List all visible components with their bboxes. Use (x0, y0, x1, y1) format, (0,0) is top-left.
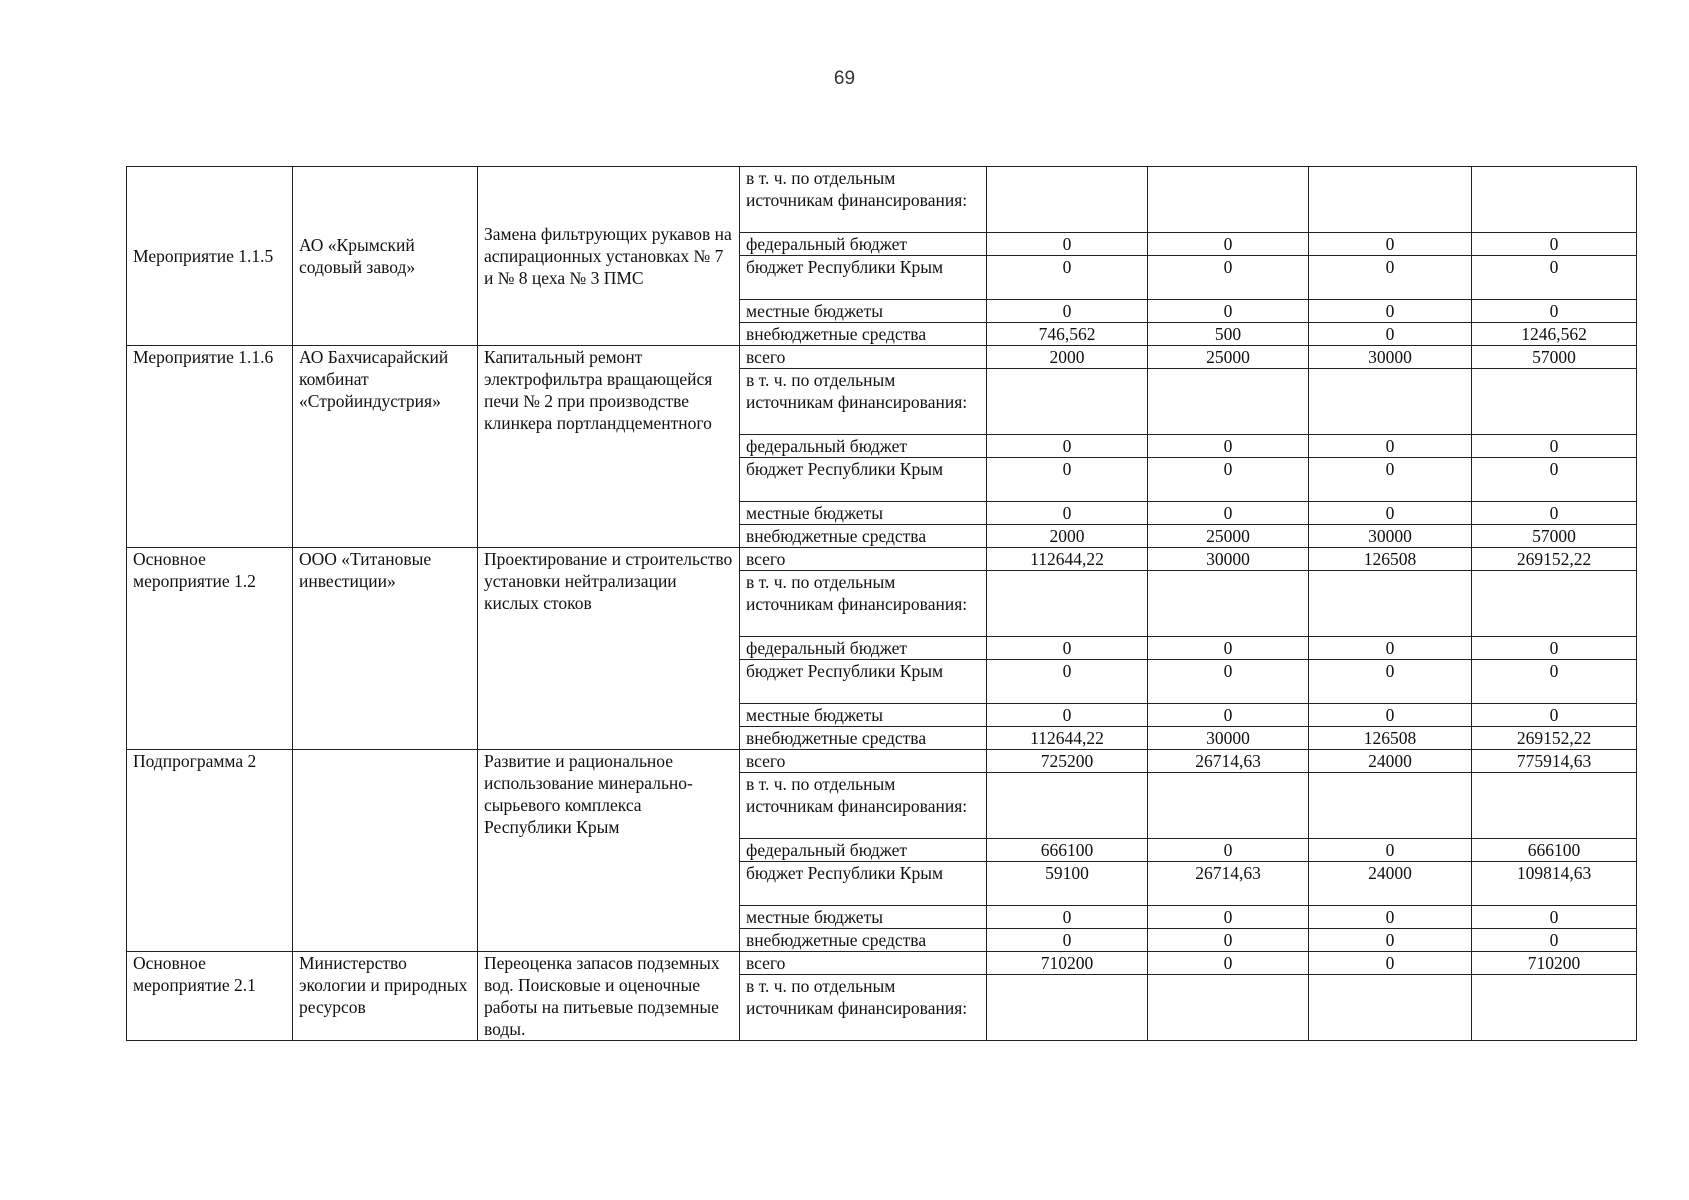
description-cell: Замена фильтрующих рукавов на аспирационных установках № 7 и № 8 цеха № 3 ПМС (478, 167, 740, 346)
funding-source-cell: в т. ч. по отдельным источникам финансирования: (740, 369, 987, 435)
amount-cell: 710200 (987, 952, 1148, 975)
amount-cell: 0 (987, 704, 1148, 727)
amount-cell: 710200 (1472, 952, 1637, 975)
amount-cell (987, 167, 1148, 233)
page-number: 69 (833, 68, 856, 89)
amount-cell: 0 (987, 637, 1148, 660)
amount-cell: 0 (1472, 256, 1637, 300)
amount-cell: 0 (1309, 660, 1472, 704)
amount-cell (1148, 369, 1309, 435)
amount-cell: 725200 (987, 750, 1148, 773)
amount-cell (1309, 167, 1472, 233)
amount-cell: 0 (1472, 300, 1637, 323)
amount-cell (1148, 975, 1309, 1041)
amount-cell: 0 (1309, 704, 1472, 727)
amount-cell: 0 (987, 929, 1148, 952)
amount-cell (987, 571, 1148, 637)
amount-cell: 775914,63 (1472, 750, 1637, 773)
table-row (127, 346, 1637, 369)
amount-cell: 112644,22 (987, 548, 1148, 571)
funding-source-cell: бюджет Республики Крым (740, 862, 987, 906)
amount-cell: 0 (1309, 502, 1472, 525)
measure-code-cell: Основное мероприятие 1.2 (127, 548, 293, 750)
amount-cell: 126508 (1309, 727, 1472, 750)
amount-cell: 0 (1148, 704, 1309, 727)
measure-code-cell: Мероприятие 1.1.6 (127, 346, 293, 548)
amount-cell: 500 (1148, 323, 1309, 346)
amount-cell: 109814,63 (1472, 862, 1637, 906)
amount-cell: 0 (1148, 233, 1309, 256)
amount-cell (1472, 571, 1637, 637)
amount-cell: 0 (1148, 637, 1309, 660)
funding-source-cell: бюджет Республики Крым (740, 256, 987, 300)
amount-cell: 0 (987, 256, 1148, 300)
funding-source-cell: внебюджетные средства (740, 727, 987, 750)
financing-table (126, 166, 1637, 1041)
funding-source-cell: всего (740, 952, 987, 975)
funding-source-cell: федеральный бюджет (740, 233, 987, 256)
amount-cell: 126508 (1309, 548, 1472, 571)
executor-cell: АО «Крымский содовый завод» (293, 167, 478, 346)
funding-source-cell: внебюджетные средства (740, 929, 987, 952)
amount-cell (1309, 773, 1472, 839)
amount-cell: 0 (987, 435, 1148, 458)
table-row (127, 952, 1637, 975)
amount-cell: 0 (1472, 906, 1637, 929)
amount-cell: 2000 (987, 346, 1148, 369)
amount-cell: 30000 (1309, 525, 1472, 548)
amount-cell: 666100 (1472, 839, 1637, 862)
amount-cell: 269152,22 (1472, 548, 1637, 571)
amount-cell: 30000 (1148, 727, 1309, 750)
amount-cell: 30000 (1309, 346, 1472, 369)
funding-source-cell: местные бюджеты (740, 502, 987, 525)
amount-cell (1472, 773, 1637, 839)
amount-cell: 0 (1148, 502, 1309, 525)
funding-source-cell: федеральный бюджет (740, 435, 987, 458)
description-cell: Проектирование и строительство установки нейтрализации кислых стоков (478, 548, 740, 750)
amount-cell: 25000 (1148, 525, 1309, 548)
amount-cell: 0 (1148, 435, 1309, 458)
amount-cell: 24000 (1309, 750, 1472, 773)
amount-cell (1309, 975, 1472, 1041)
executor-cell: АО Бахчисарайский комбинат «Стройиндустрия» (293, 346, 478, 548)
amount-cell: 0 (1309, 906, 1472, 929)
funding-source-cell: федеральный бюджет (740, 839, 987, 862)
funding-source-cell: внебюджетные средства (740, 323, 987, 346)
amount-cell: 1246,562 (1472, 323, 1637, 346)
amount-cell: 25000 (1148, 346, 1309, 369)
funding-source-cell: всего (740, 750, 987, 773)
amount-cell (1472, 369, 1637, 435)
funding-source-cell: федеральный бюджет (740, 637, 987, 660)
amount-cell: 0 (1472, 458, 1637, 502)
amount-cell: 0 (1148, 839, 1309, 862)
table-row (127, 750, 1637, 773)
measure-code-cell: Основное мероприятие 2.1 (127, 952, 293, 1041)
amount-cell: 24000 (1309, 862, 1472, 906)
amount-cell: 0 (1309, 637, 1472, 660)
amount-cell (1148, 167, 1309, 233)
funding-source-cell: всего (740, 346, 987, 369)
amount-cell: 0 (1472, 502, 1637, 525)
amount-cell: 0 (987, 233, 1148, 256)
amount-cell: 0 (1472, 637, 1637, 660)
amount-cell (1472, 975, 1637, 1041)
table-row (127, 167, 1637, 233)
amount-cell: 0 (987, 458, 1148, 502)
amount-cell (1148, 571, 1309, 637)
funding-source-cell: местные бюджеты (740, 704, 987, 727)
executor-cell (293, 750, 478, 952)
amount-cell: 26714,63 (1148, 862, 1309, 906)
amount-cell: 0 (1309, 256, 1472, 300)
amount-cell: 26714,63 (1148, 750, 1309, 773)
amount-cell: 0 (1309, 458, 1472, 502)
amount-cell: 0 (1309, 952, 1472, 975)
amount-cell: 0 (1472, 233, 1637, 256)
measure-code-cell: Мероприятие 1.1.5 (127, 167, 293, 346)
amount-cell: 666100 (987, 839, 1148, 862)
funding-source-cell: внебюджетные средства (740, 525, 987, 548)
amount-cell: 57000 (1472, 525, 1637, 548)
amount-cell: 0 (987, 906, 1148, 929)
funding-source-cell: в т. ч. по отдельным источникам финансирования: (740, 773, 987, 839)
amount-cell: 0 (1472, 435, 1637, 458)
description-cell: Переоценка запасов подземных вод. Поисковые и оценочные работы на питьевые подземные воды. (478, 952, 740, 1041)
amount-cell: 0 (1148, 929, 1309, 952)
funding-source-cell: бюджет Республики Крым (740, 458, 987, 502)
funding-source-cell: в т. ч. по отдельным источникам финансирования: (740, 975, 987, 1041)
amount-cell: 0 (1309, 300, 1472, 323)
executor-cell: ООО «Титановые инвестиции» (293, 548, 478, 750)
executor-cell: Министерство экологии и природных ресурсов (293, 952, 478, 1041)
funding-source-cell: в т. ч. по отдельным источникам финансирования: (740, 571, 987, 637)
amount-cell: 0 (1148, 660, 1309, 704)
amount-cell: 0 (1148, 300, 1309, 323)
amount-cell: 0 (987, 502, 1148, 525)
amount-cell (1309, 571, 1472, 637)
amount-cell: 0 (1148, 256, 1309, 300)
amount-cell: 2000 (987, 525, 1148, 548)
funding-source-cell: в т. ч. по отдельным источникам финансирования: (740, 167, 987, 233)
amount-cell: 0 (1148, 906, 1309, 929)
amount-cell: 57000 (1472, 346, 1637, 369)
amount-cell: 0 (1309, 839, 1472, 862)
amount-cell (1148, 773, 1309, 839)
funding-source-cell: местные бюджеты (740, 300, 987, 323)
amount-cell: 0 (1148, 952, 1309, 975)
description-cell: Капитальный ремонт электрофильтра вращающейся печи № 2 при производстве клинкера портландцементного (478, 346, 740, 548)
amount-cell: 0 (1309, 233, 1472, 256)
measure-code-cell: Подпрограмма 2 (127, 750, 293, 952)
amount-cell (1472, 167, 1637, 233)
amount-cell: 0 (1472, 929, 1637, 952)
amount-cell: 0 (987, 660, 1148, 704)
funding-source-cell: бюджет Республики Крым (740, 660, 987, 704)
amount-cell: 0 (987, 300, 1148, 323)
funding-source-cell: всего (740, 548, 987, 571)
amount-cell: 59100 (987, 862, 1148, 906)
amount-cell (987, 975, 1148, 1041)
description-cell: Развитие и рациональное использование минерально-сырьевого комплекса Республики Крым (478, 750, 740, 952)
amount-cell: 0 (1472, 660, 1637, 704)
amount-cell: 0 (1309, 435, 1472, 458)
amount-cell (987, 369, 1148, 435)
amount-cell: 0 (1309, 929, 1472, 952)
amount-cell: 269152,22 (1472, 727, 1637, 750)
funding-source-cell: местные бюджеты (740, 906, 987, 929)
amount-cell: 746,562 (987, 323, 1148, 346)
amount-cell: 0 (1472, 704, 1637, 727)
amount-cell: 112644,22 (987, 727, 1148, 750)
amount-cell: 0 (1148, 458, 1309, 502)
amount-cell (987, 773, 1148, 839)
amount-cell: 30000 (1148, 548, 1309, 571)
amount-cell: 0 (1309, 323, 1472, 346)
table-row (127, 548, 1637, 571)
amount-cell (1309, 369, 1472, 435)
